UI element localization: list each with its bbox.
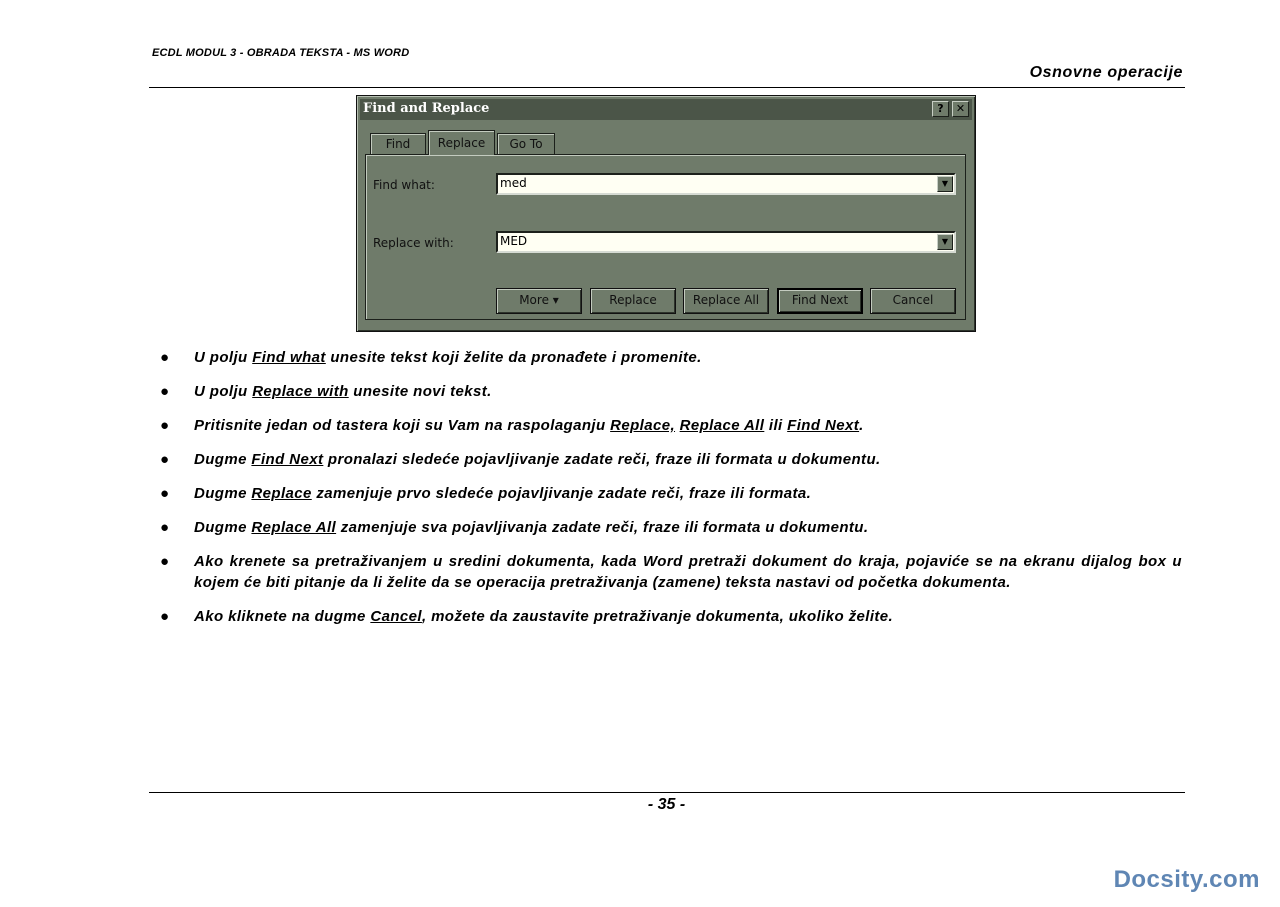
list-item-text: , možete da zaustavite pretraživanje dokumenta, ukoliko želite. xyxy=(421,608,894,625)
list-item xyxy=(160,483,1182,504)
help-button[interactable]: ? xyxy=(932,101,949,117)
ui-term: Replace, xyxy=(610,417,676,434)
list-item xyxy=(160,606,1182,627)
list-item-text: U polju xyxy=(194,349,253,366)
running-header-left: ECDL MODUL 3 - OBRADA TEKSTA - MS WORD xyxy=(152,47,410,59)
list-item xyxy=(160,517,1182,538)
docsity-watermark: Docsity.com xyxy=(1113,866,1260,893)
list-item-text: zamenjuje prvo sledeće pojavljivanje zadate reči, fraze ili formata. xyxy=(311,485,812,502)
bullet-icon: ● xyxy=(160,383,170,400)
list-item xyxy=(160,449,1182,470)
bullet-icon: ● xyxy=(160,519,170,536)
list-item-text: Dugme xyxy=(194,451,252,468)
ui-term: Replace with xyxy=(252,383,349,400)
replace-with-value: MED xyxy=(500,234,528,248)
find-replace-dialog xyxy=(356,95,976,332)
header-rule xyxy=(149,87,1185,88)
list-item xyxy=(160,415,1182,436)
find-what-combobox[interactable] xyxy=(496,173,956,195)
bullet-icon: ● xyxy=(160,349,170,366)
list-item xyxy=(160,381,1182,402)
replace-all-button[interactable]: Replace All xyxy=(683,288,769,314)
tab-find[interactable]: Find xyxy=(370,133,426,155)
list-item-text: ili xyxy=(764,417,788,434)
ui-term: Find what xyxy=(252,349,326,366)
cancel-button[interactable]: Cancel xyxy=(870,288,956,314)
bullet-icon: ● xyxy=(160,417,170,434)
list-item-text: unesite novi tekst. xyxy=(348,383,492,400)
page-number: - 35 - xyxy=(647,796,686,813)
list-item-text: . xyxy=(859,417,864,434)
ui-term: Find Next xyxy=(787,417,860,434)
find-what-value: med xyxy=(500,176,527,190)
bullet-icon: ● xyxy=(160,485,170,502)
list-item-text: Ako krenete sa pretraživanjem u sredini dokumenta, kada Word pretraži dokument do kraja, pojaviće se na ekranu dijalog box u kojem će biti pitanje da li želite da se operacija pretraživanja (zamene) teksta nastavi od početka dokumenta. xyxy=(194,553,1182,591)
list-item xyxy=(160,551,1182,593)
find-next-button[interactable]: Find Next xyxy=(777,288,863,314)
ui-term: Find Next xyxy=(251,451,324,468)
close-button[interactable]: ✕ xyxy=(952,101,969,117)
list-item-text: zamenjuje sva pojavljivanja zadate reči, fraze ili formata u dokumentu. xyxy=(336,519,869,536)
section-title: Osnovne operacije xyxy=(1029,64,1183,81)
dialog-titlebar xyxy=(360,99,972,120)
ui-term: Replace All xyxy=(251,519,337,536)
bullet-icon: ● xyxy=(160,553,170,570)
bullet-icon: ● xyxy=(160,608,170,625)
list-item-text: Dugme xyxy=(194,519,252,536)
more-button[interactable]: More ▾ xyxy=(496,288,582,314)
ui-term: Replace All xyxy=(679,417,765,434)
footer-rule xyxy=(149,792,1185,793)
dialog-title: Find and Replace xyxy=(363,101,490,116)
ui-term: Cancel xyxy=(370,608,422,625)
find-what-label: Find what: xyxy=(373,178,435,192)
list-item-text: U polju xyxy=(194,383,253,400)
list-item-text: pronalazi sledeće pojavljivanje zadate reči, fraze ili formata u dokumentu. xyxy=(323,451,881,468)
bullet-icon: ● xyxy=(160,451,170,468)
chevron-down-icon[interactable]: ▼ xyxy=(937,234,953,250)
list-item-text: Ako kliknete na dugme xyxy=(194,608,371,625)
replace-with-combobox[interactable] xyxy=(496,231,956,253)
list-item-text: unesite tekst koji želite da pronađete i promenite. xyxy=(325,349,702,366)
tab-replace[interactable]: Replace xyxy=(428,130,495,155)
instruction-list xyxy=(160,347,1182,640)
ui-term: Replace xyxy=(251,485,312,502)
chevron-down-icon[interactable]: ▼ xyxy=(937,176,953,192)
replace-with-label: Replace with: xyxy=(373,236,454,250)
list-item-text: Pritisnite jedan od tastera koji su Vam na raspolaganju xyxy=(194,417,611,434)
tab-go-to[interactable]: Go To xyxy=(497,133,555,155)
list-item xyxy=(160,347,1182,368)
list-item-text: Dugme xyxy=(194,485,252,502)
replace-button[interactable]: Replace xyxy=(590,288,676,314)
